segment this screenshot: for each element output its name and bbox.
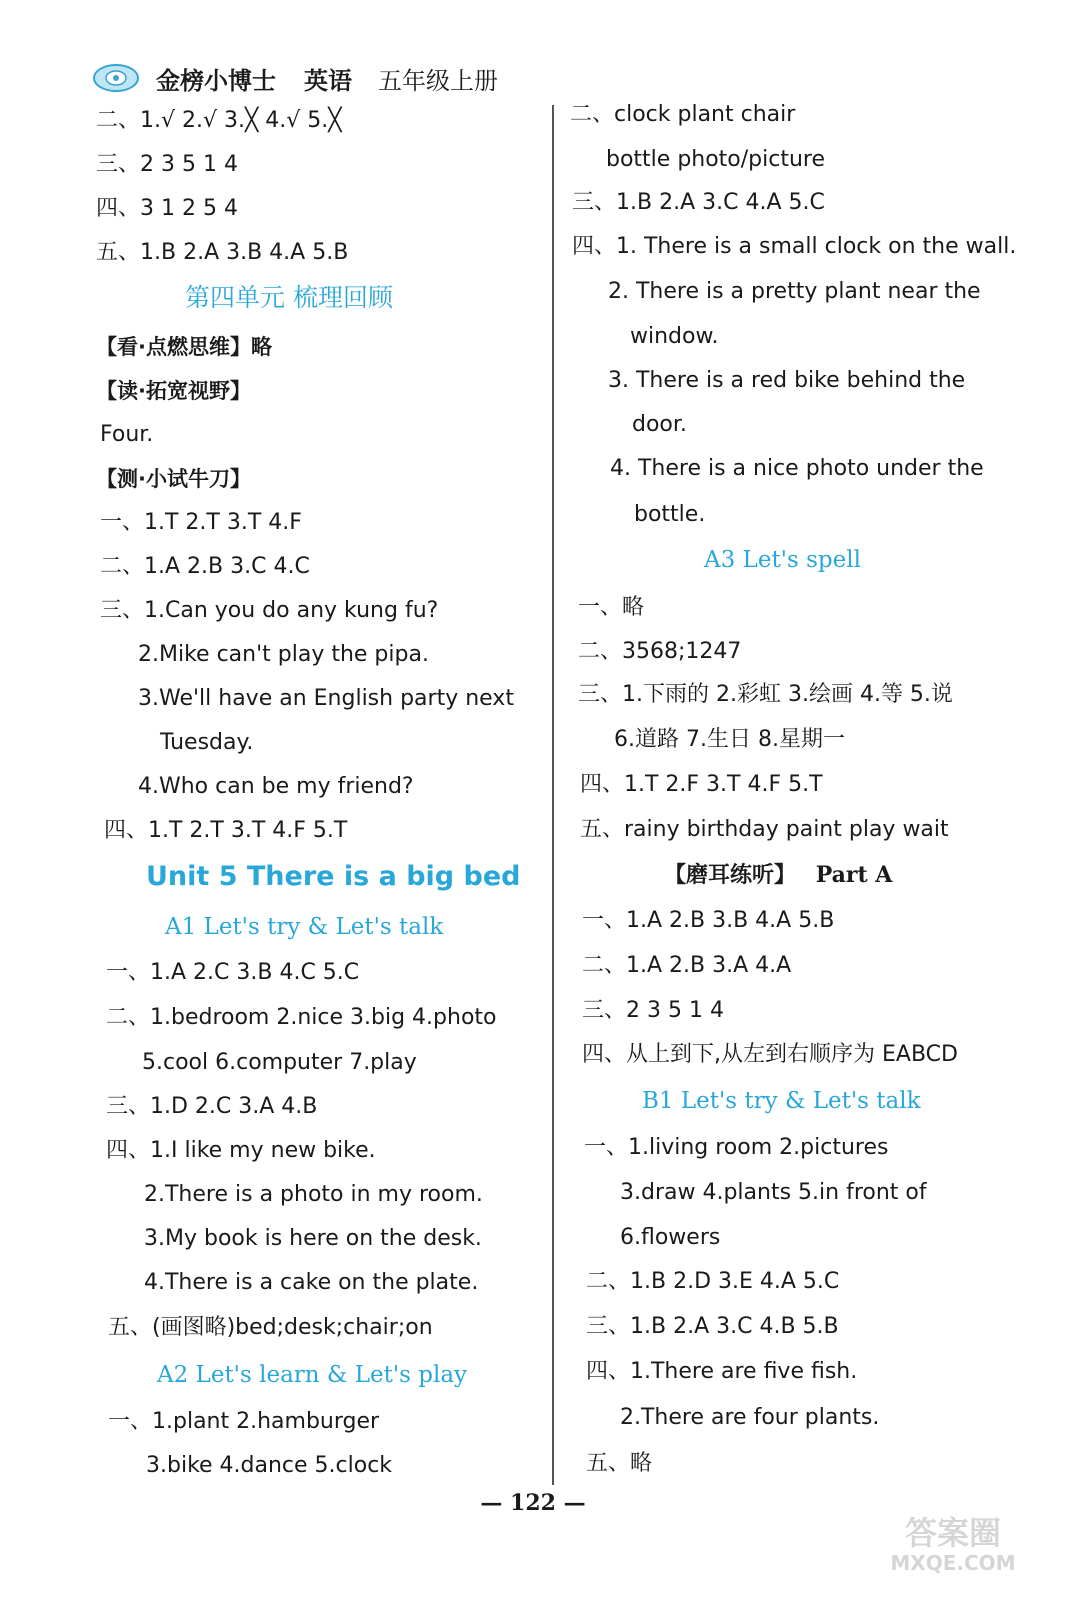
answer-line: 一、1.A 2.C 3.B 4.C 5.C	[106, 960, 360, 985]
answer-line: 3.We'll have an English party next	[138, 686, 514, 711]
book-logo-icon	[92, 62, 140, 94]
answer-line: 三、1.B 2.A 3.C 4.A 5.C	[572, 190, 825, 215]
answer-line: 4.Who can be my friend?	[138, 774, 414, 799]
answer-line: 五、略	[586, 1451, 653, 1476]
answer-line: 一、1.T 2.T 3.T 4.F	[100, 510, 302, 535]
answer-line: 二、1.√ 2.√ 3.╳ 4.√ 5.╳	[96, 108, 342, 133]
answer-line: 3. There is a red bike behind the	[608, 368, 966, 393]
answer-line: 二、3568;1247	[578, 639, 742, 664]
answer-line: 4. There is a nice photo under the	[610, 456, 984, 481]
answer-line: 4.There is a cake on the plate.	[144, 1270, 479, 1295]
page-number: — 122 —	[480, 1490, 586, 1516]
answer-line: 五、rainy birthday paint play wait	[580, 817, 949, 842]
answer-line: 四、从上到下,从左到右顺序为 EABCD	[582, 1042, 958, 1067]
section-title-b1: B1 Let's try & Let's talk	[642, 1088, 921, 1114]
section-label-du: 【读·拓宽视野】	[96, 379, 251, 403]
answer-line: 2.There are four plants.	[620, 1405, 880, 1430]
subject-title: 英语	[304, 66, 352, 95]
answer-line: 二、1.B 2.D 3.E 4.A 5.C	[586, 1269, 840, 1294]
answer-line: 3.draw 4.plants 5.in front of	[620, 1180, 927, 1205]
answer-line: 四、1.I like my new bike.	[106, 1138, 376, 1163]
book-title: 金榜小博士	[156, 66, 276, 95]
answer-line: 5.cool 6.computer 7.play	[142, 1050, 417, 1075]
answer-line: 一、1.A 2.B 3.B 4.A 5.B	[582, 908, 835, 933]
answer-line: 二、1.A 2.B 3.C 4.C	[100, 554, 310, 579]
answer-line: 三、2 3 5 1 4	[582, 998, 724, 1023]
answer-line: 一、略	[578, 595, 645, 620]
watermark-text: 答案圈	[904, 1514, 1002, 1552]
answer-line: 二、1.A 2.B 3.A 4.A	[582, 953, 792, 978]
answer-line: 二、clock plant chair	[570, 102, 796, 127]
listening-label: 【磨耳练听】	[664, 863, 797, 888]
watermark-url: MXQE.COM	[890, 1551, 1016, 1575]
column-divider	[552, 105, 554, 1485]
page-header	[92, 58, 498, 98]
answer-line: 三、1.下雨的 2.彩虹 3.绘画 4.等 5.说	[578, 682, 953, 707]
part-a-label: Part A	[815, 862, 893, 888]
section-label-ce: 【测·小试牛刀】	[96, 467, 251, 491]
answer-line: 四、3 1 2 5 4	[96, 196, 238, 221]
answer-line: Tuesday.	[160, 730, 254, 755]
section-title-a3: A3 Let's spell	[704, 547, 861, 573]
answer-line: window.	[630, 324, 719, 349]
answer-line: 三、2 3 5 1 4	[96, 152, 238, 177]
answer-line: 3.My book is here on the desk.	[144, 1226, 482, 1251]
answer-line: 四、1.T 2.F 3.T 4.F 5.T	[580, 772, 823, 797]
unit5-title: Unit 5 There is a big bed	[146, 861, 521, 892]
answer-line: 四、1.There are five fish.	[586, 1359, 858, 1384]
answer-line: 四、1.T 2.T 3.T 4.F 5.T	[104, 818, 348, 843]
watermark-logo-icon	[868, 1506, 1038, 1576]
answer-line: 四、1. There is a small clock on the wall.	[572, 234, 1017, 259]
answer-line: 一、1.plant 2.hamburger	[108, 1409, 380, 1434]
answer-line: door.	[632, 412, 687, 437]
section-label-kan: 【看·点燃思维】略	[96, 335, 272, 359]
answer-line: 一、1.living room 2.pictures	[584, 1135, 889, 1160]
grade-title: 五年级上册	[378, 66, 498, 95]
answer-line: 2. There is a pretty plant near the	[608, 279, 981, 304]
section-title-unit4: 第四单元 梳理回顾	[185, 283, 393, 312]
answer-line: 6.flowers	[620, 1225, 721, 1250]
answer-line: 3.bike 4.dance 5.clock	[146, 1453, 393, 1478]
answer-line: bottle photo/picture	[606, 147, 826, 172]
answer-line: bottle.	[634, 502, 706, 527]
answer-line: 三、1.D 2.C 3.A 4.B	[106, 1094, 318, 1119]
answer-line: 2.Mike can't play the pipa.	[138, 642, 429, 667]
answer-line: 6.道路 7.生日 8.星期一	[614, 727, 845, 752]
section-title-listening	[664, 860, 892, 891]
section-title-a2: A2 Let's learn & Let's play	[157, 1362, 468, 1388]
answer-line: 2.There is a photo in my room.	[144, 1182, 483, 1207]
answer-line: 五、1.B 2.A 3.B 4.A 5.B	[96, 240, 349, 265]
answer-line: 三、1.B 2.A 3.C 4.B 5.B	[586, 1314, 839, 1339]
answer-line: 二、1.bedroom 2.nice 3.big 4.photo	[106, 1005, 497, 1030]
section-title-a1: A1 Let's try & Let's talk	[165, 914, 444, 940]
answer-line: Four.	[100, 422, 154, 447]
answer-line: 三、1.Can you do any kung fu?	[100, 598, 439, 623]
answer-line: 五、(画图略)bed;desk;chair;on	[108, 1315, 433, 1340]
